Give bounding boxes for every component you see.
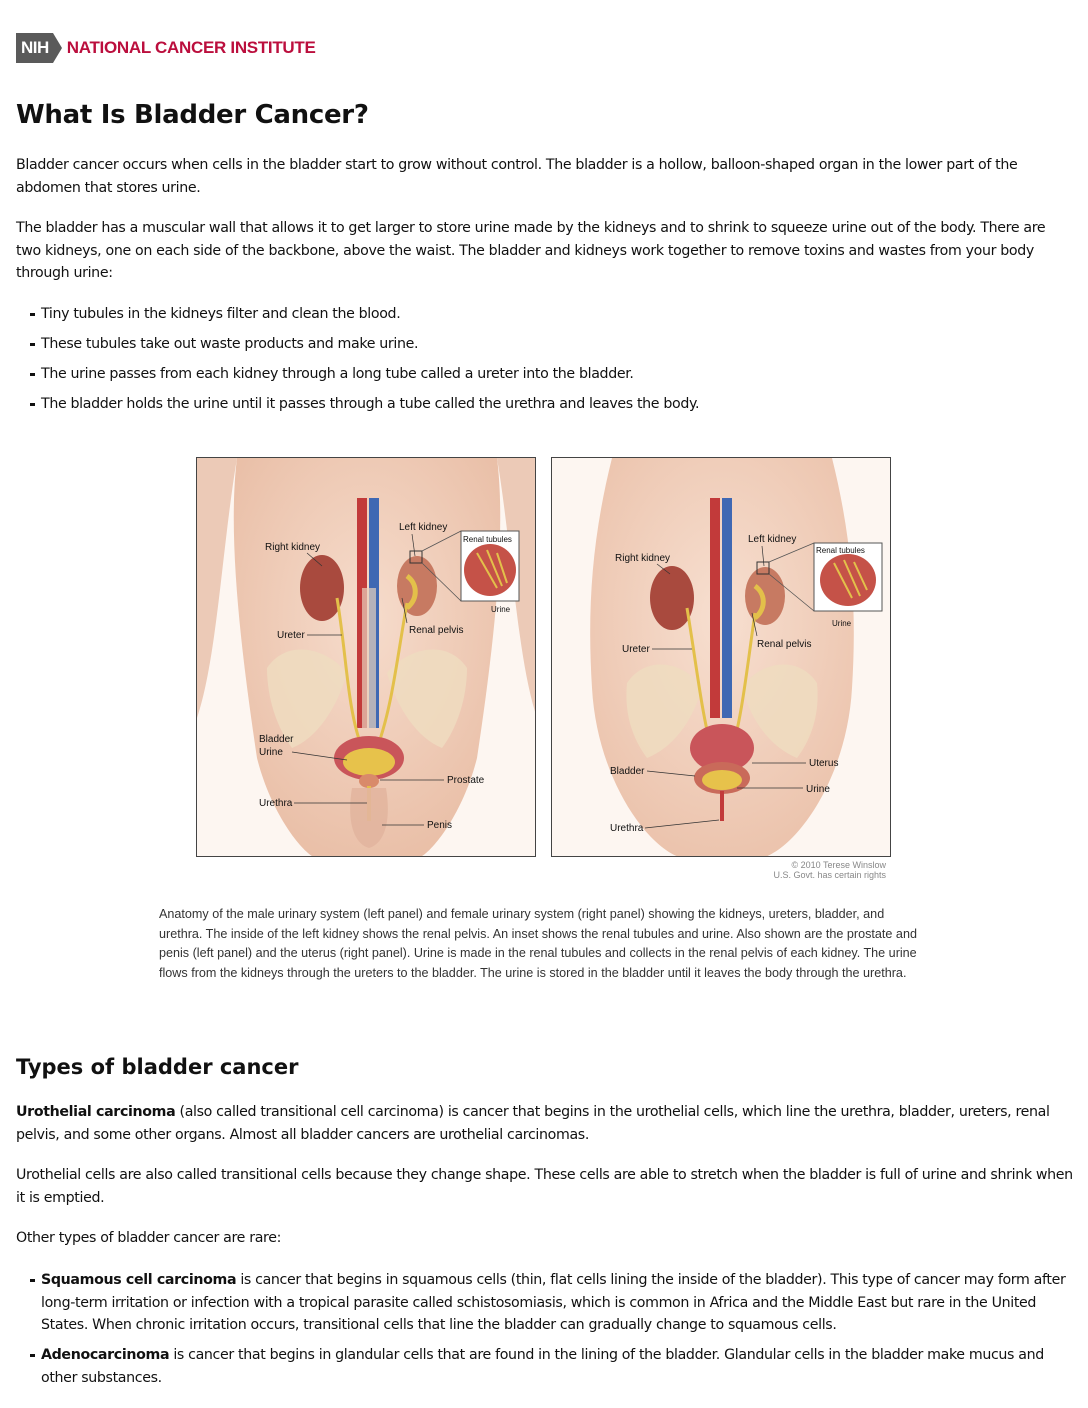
female-anatomy-illustration [552,458,891,857]
page-title: What Is Bladder Cancer? [16,100,369,130]
credit-line-1: © 2010 Terese Winslow [791,860,886,870]
list-item: The bladder holds the urine until it passes through a tube called the urethra and leaves the body. [16,393,1074,416]
label-uterus: Uterus [809,758,839,769]
urothelial-text: (also called transitional cell carcinoma) is cancer that begins in the urothelial cells, which line the urethra, bladder, ureters, renal pelvis, and some other organs. Almost all bladder cancers are urothelial carcinomas. [16,1104,1050,1143]
label-bladder: Bladder [610,766,645,777]
label-urethra: Urethra [610,823,644,834]
urine-process-list [16,303,1074,416]
squamous-term: Squamous cell carcinoma [41,1272,237,1288]
label-prostate: Prostate [447,775,485,786]
image-credit [766,860,886,880]
types-heading: Types of bladder cancer [16,1055,299,1079]
nci-logo[interactable] [16,33,316,63]
label-urine: Urine [259,747,283,758]
label-ureter: Ureter [622,644,650,655]
adenocarcinoma-text: is cancer that begins in glandular cells that are found in the lining of the bladder. Glandular cells in the bladder make mucus and other substances. [41,1347,1044,1386]
label-left-kidney: Left kidney [399,522,448,533]
squamous-text: is cancer that begins in squamous cells (thin, flat cells lining the inside of the bladder). This type of cancer may form after long-term irritation or infection with a tropical parasite called schistosomiasis, which is common in Africa and the Middle East but rare in the United States. When chronic irritation occurs, transitional cells that line the bladder can gradually change to squamous cells. [41,1272,1066,1333]
adenocarcinoma-term: Adenocarcinoma [41,1347,170,1363]
intro-paragraph-2: The bladder has a muscular wall that allows it to get larger to store urine made by the kidneys and to shrink to squeeze urine out of the body. There are two kidneys, one on each side of the backbone, above the waist. The bladder and kidneys work together to remove toxins and wastes from your body through urine: [16,220,1046,281]
institute-name: NATIONAL CANCER INSTITUTE [66,38,316,57]
transitional-paragraph: Urothelial cells are also called transitional cells because they change shape. These cells are able to stretch when the bladder is full of urine and shrink when it is emptied. [16,1167,1073,1206]
label-left-kidney: Left kidney [748,534,797,545]
nih-badge-text: NIH [16,33,53,63]
label-renal-tubules: Renal tubules [463,535,512,544]
label-urine-inset: Urine [832,619,852,628]
label-urethra: Urethra [259,798,293,809]
male-anatomy-panel [196,457,536,857]
label-right-kidney: Right kidney [615,553,671,564]
credit-line-2: U.S. Govt. has certain rights [773,870,886,880]
figure-caption: Anatomy of the male urinary system (left panel) and female urinary system (right panel) showing the kidneys, ureters, bladder, and urethra. The inside of the left kidney shows the renal pelvis. An inset shows the renal tubules and urine. Also shown are the prostate and penis (left panel) and the uterus (right panel). Urine is made in the renal tubules and collects in the renal pelvis of each kidney. The urine flows from the kidneys through the ureters to the bladder. The urine is stored in the bladder until it leaves the body through the urethra. [159,907,917,980]
intro-paragraph-1: Bladder cancer occurs when cells in the bladder start to grow without control. The bladder is a hollow, balloon-shaped organ in the lower part of the abdomen that stores urine. [16,157,1018,196]
rare-types-intro: Other types of bladder cancer are rare: [16,1230,282,1246]
label-renal-tubules: Renal tubules [816,546,865,555]
female-anatomy-panel [551,457,891,857]
label-urine-inset: Urine [491,605,511,614]
male-anatomy-illustration [197,458,536,857]
label-renal-pelvis: Renal pelvis [409,625,464,636]
label-urine: Urine [806,784,830,795]
list-item: The urine passes from each kidney through a long tube called a ureter into the bladder. [16,363,1074,386]
label-penis: Penis [427,820,453,831]
nih-badge [16,33,62,63]
label-right-kidney: Right kidney [265,542,321,553]
nih-badge-arrow-icon [53,33,62,63]
list-item: These tubules take out waste products and make urine. [16,333,1074,356]
label-renal-pelvis: Renal pelvis [757,639,812,650]
label-bladder: Bladder [259,734,294,745]
list-item [16,1344,1074,1389]
urothelial-term: Urothelial carcinoma [16,1104,176,1120]
list-item [16,1269,1074,1337]
urothelial-paragraph [16,1101,1074,1146]
list-item: Tiny tubules in the kidneys filter and clean the blood. [16,303,1074,326]
label-ureter: Ureter [277,630,305,641]
rare-types-list [16,1269,1074,1389]
